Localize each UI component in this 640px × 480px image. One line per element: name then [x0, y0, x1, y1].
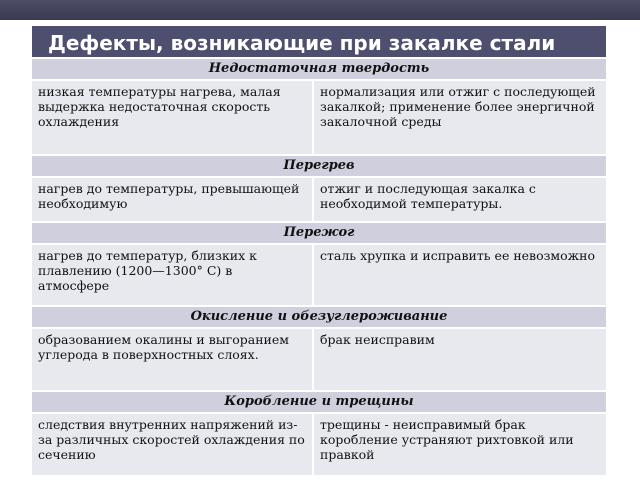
table-title: Дефекты, возникающие при закалке стали — [31, 25, 607, 58]
section-heading-row — [31, 222, 607, 244]
remedy-cell: брак неисправим — [313, 328, 607, 391]
section-heading-row — [31, 155, 607, 177]
top-bar — [0, 0, 640, 20]
section-heading: Недостаточная твердость — [31, 58, 607, 80]
section-heading-row — [31, 306, 607, 328]
remedy-cell: отжиг и последующая закалка с необходимой температуры. — [313, 177, 607, 222]
section-body-row — [31, 328, 607, 391]
section-heading-row — [31, 58, 607, 80]
section-body-row — [31, 413, 607, 476]
cause-cell: следствия внутренних напряжений из-за различных скоростей охлаждения по сечению — [31, 413, 313, 476]
section-body-row — [31, 80, 607, 155]
remedy-cell: трещины - неисправимый брак коробление устраняют рихтовкой или правкой — [313, 413, 607, 476]
section-heading: Коробление и трещины — [31, 391, 607, 413]
section-body-row — [31, 244, 607, 306]
section-heading: Перегрев — [31, 155, 607, 177]
cause-cell: нагрев до температуры, превышающей необходимую — [31, 177, 313, 222]
remedy-cell: нормализация или отжиг с последующей закалкой; применение более энергичной закалочной среды — [313, 80, 607, 155]
section-heading-row — [31, 391, 607, 413]
section-heading: Пережог — [31, 222, 607, 244]
section-heading: Окисление и обезуглероживание — [31, 306, 607, 328]
cause-cell: низкая температуры нагрева, малая выдержка недостаточная скорость охлаждения — [31, 80, 313, 155]
section-body-row — [31, 177, 607, 222]
slide — [0, 20, 640, 480]
title-row — [31, 25, 607, 58]
remedy-cell: сталь хрупка и исправить ее невозможно — [313, 244, 607, 306]
cause-cell: образованием окалины и выгоранием углерода в поверхностных слоях. — [31, 328, 313, 391]
cause-cell: нагрев до температур, близких к плавлению (1200—1300° С) в атмосфере — [31, 244, 313, 306]
defects-table — [30, 24, 608, 477]
